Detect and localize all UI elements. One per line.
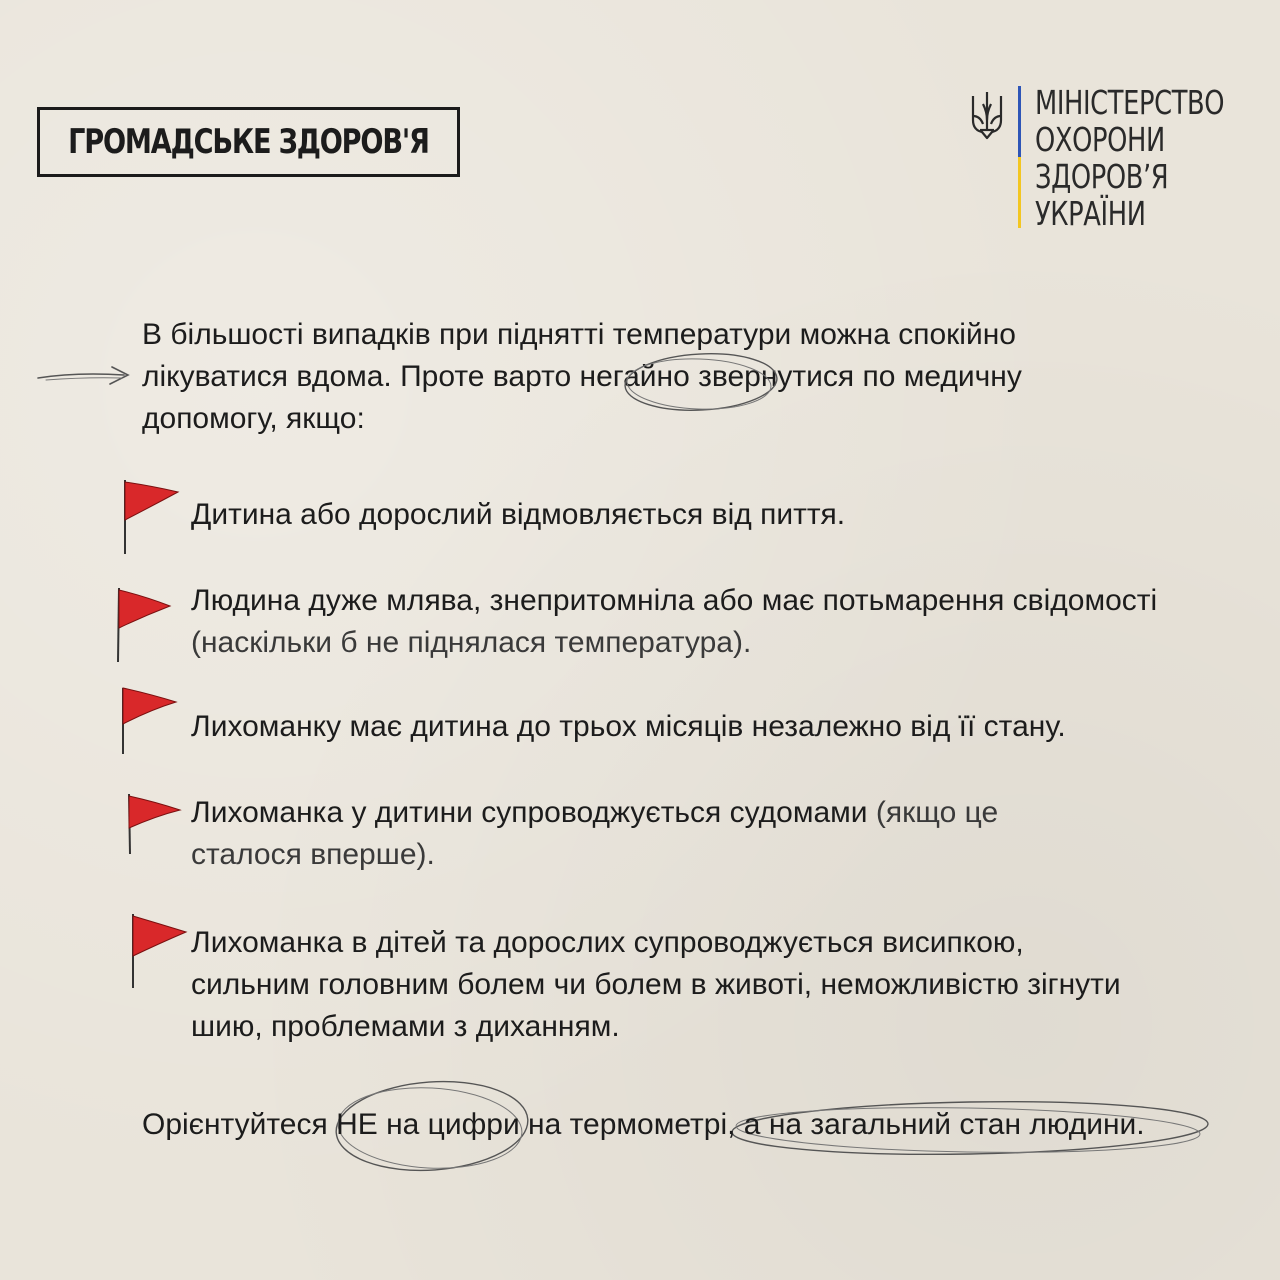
red-flag-icon <box>116 476 186 558</box>
red-flag-icon <box>114 684 184 766</box>
ministry-color-bar <box>1018 86 1021 228</box>
item-text: Людина дуже млява, знепритомніла або має потьмарення свідомості <box>191 584 1158 617</box>
ministry-line: ОХОРОНИ <box>1035 120 1165 159</box>
list-item <box>191 922 1121 1048</box>
item-text: Дитина або дорослий відмовляється від пиття. <box>191 498 846 531</box>
section-badge <box>37 107 460 177</box>
ministry-logo <box>970 84 1278 234</box>
intro-line: В більшості випадків при піднятті температури можна спокійно <box>142 318 1016 351</box>
hand-drawn-circle-icon <box>615 346 785 416</box>
list-item <box>191 706 1171 748</box>
intro-line: лікуватися вдома. Проте варто негайно звернутися по медичну <box>142 360 1022 393</box>
item-note: (якщо це сталося вперше). <box>191 796 999 871</box>
item-text: Лихоманку має дитина до трьох місяців незалежно від її стану. <box>191 710 1066 743</box>
ministry-name <box>1035 84 1224 232</box>
ministry-line: МІНІСТЕРСТВО <box>1035 83 1225 122</box>
red-flag-icon <box>110 584 180 666</box>
red-flag-icon <box>120 790 190 860</box>
item-note: (наскільки б не піднялася температура). <box>191 626 752 659</box>
section-title: ГРОМАДСЬКЕ ЗДОРОВ'Я <box>68 122 429 162</box>
intro-line: допомогу, якщо: <box>142 402 365 435</box>
footer-note: Орієнтуйтеся НЕ на цифри на термометрі, а на загальний стан людини. <box>142 1108 1145 1141</box>
trident-icon <box>970 90 1004 142</box>
list-item <box>191 580 1171 664</box>
ministry-line: УКРАЇНИ <box>1035 194 1146 233</box>
list-item <box>191 494 1171 536</box>
ministry-line: ЗДОРОВ’Я <box>1035 157 1169 196</box>
item-text: Лихоманка у дитини супроводжується судомами <box>191 796 868 829</box>
item-text: Лихоманка в дітей та дорослих супроводжується висипкою, сильним головним болем чи болем в животі, неможливістю зігнути шию, проблемами з диханням. <box>191 926 1121 1043</box>
list-item <box>191 792 1091 876</box>
hand-drawn-arrow-icon <box>36 360 136 390</box>
red-flag-icon <box>124 910 194 992</box>
